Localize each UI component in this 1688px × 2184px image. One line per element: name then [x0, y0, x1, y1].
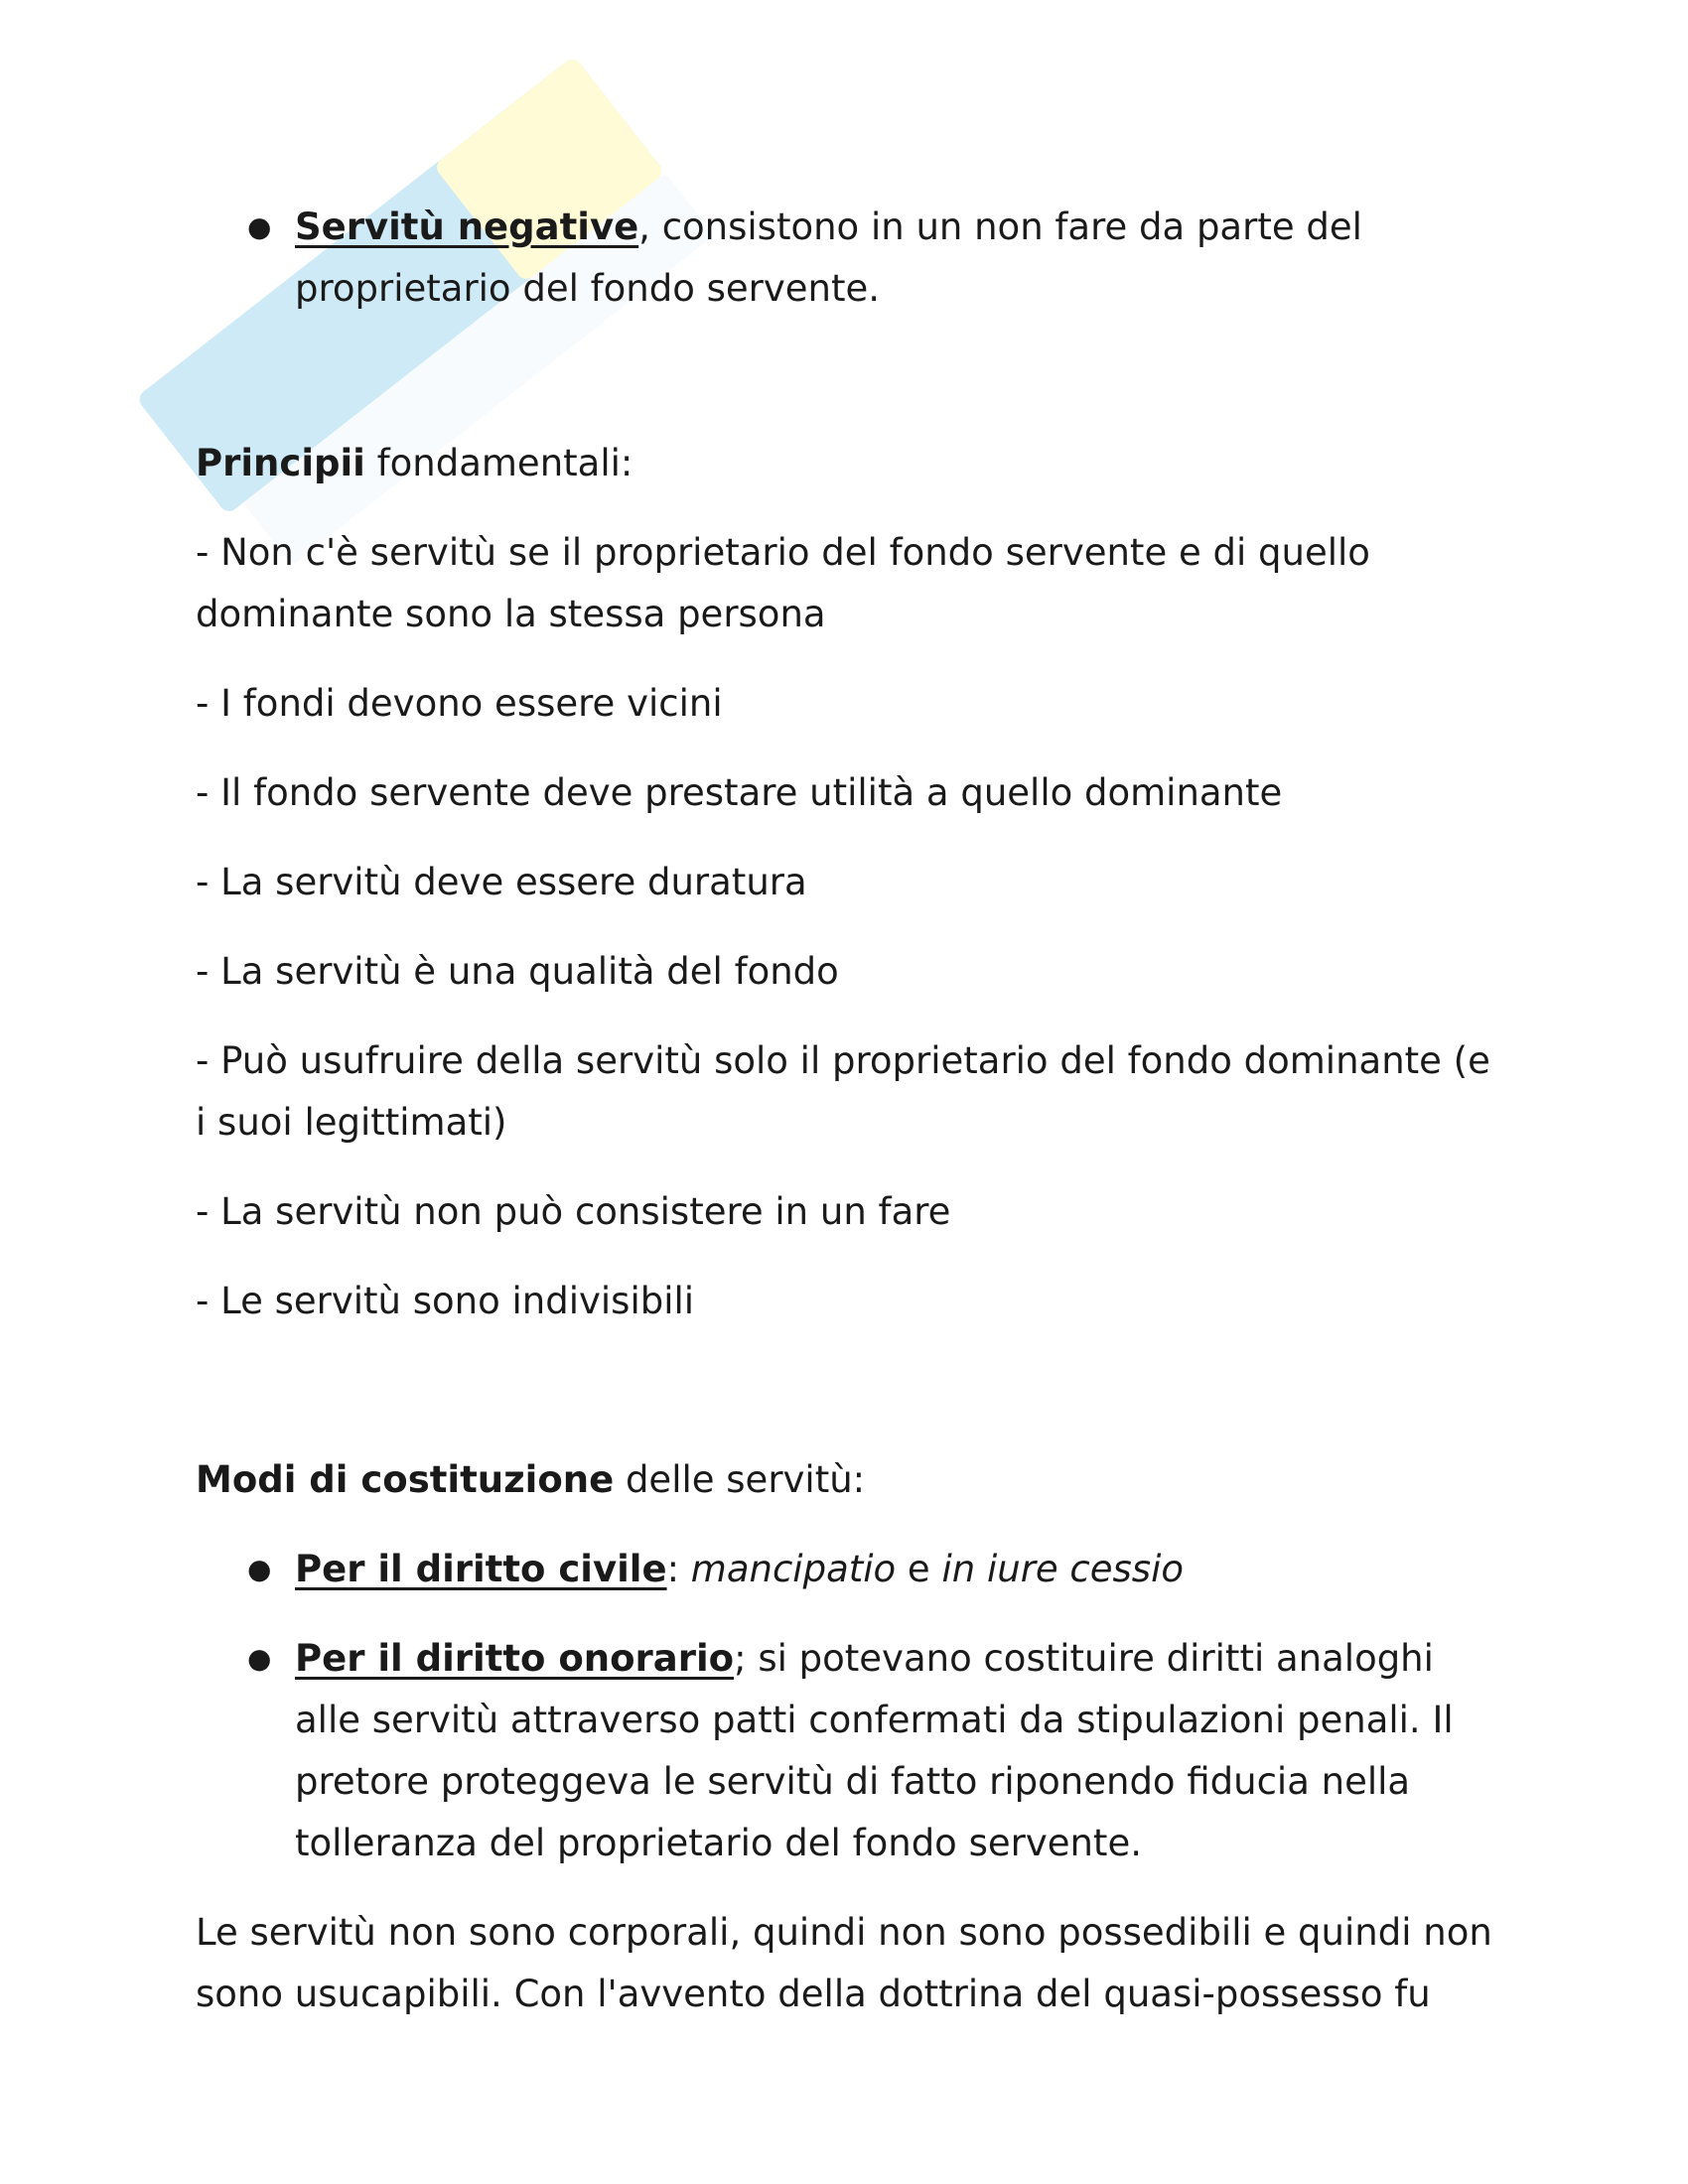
list-item-servitu-negative	[196, 197, 1506, 320]
diritto-onorario-description: ; si potevano costituire diritti analoghi alle servitù attraverso patti confermati da stipulazioni penali. Il pretore proteggeva le servitù di fatto riponendo fiducia nella tolleranza del proprietario del fondo servente.	[295, 1637, 1454, 1864]
servitu-negative-description: , consistono in un non fare da parte del proprietario del fondo servente.	[295, 205, 1362, 310]
principle-item: - Le servitù sono indivisibili	[196, 1280, 695, 1322]
principle-item: - Può usufruire della servitù solo il proprietario del fondo dominante (e i suoi legittimati)	[196, 1039, 1490, 1144]
term-diritto-onorario: Per il diritto onorario	[295, 1637, 735, 1680]
principles-heading-bold: Principii	[196, 442, 365, 484]
principle-item: - La servitù è una qualità del fondo	[196, 950, 839, 993]
principle-item: - I fondi devono essere vicini	[196, 682, 723, 725]
constitution-heading	[196, 1449, 1506, 1511]
term-servitu-negative: Servitù negative	[295, 205, 639, 248]
document-body	[196, 197, 1506, 2025]
constitution-heading-bold: Modi di costituzione	[196, 1458, 615, 1501]
term-mancipatio: mancipatio	[690, 1548, 897, 1590]
civil-conjunction: e	[896, 1548, 942, 1590]
bullet-icon: ●	[247, 1553, 272, 1585]
bullet-icon: ●	[247, 210, 272, 243]
term-diritto-civile: Per il diritto civile	[295, 1548, 667, 1590]
principle-item: - La servitù deve essere duratura	[196, 861, 807, 903]
principle-item: - La servitù non può consistere in un fare	[196, 1190, 951, 1233]
principle-item: - Il fondo servente deve prestare utilità a quello dominante	[196, 771, 1283, 814]
list-item-diritto-civile	[196, 1539, 1506, 1600]
closing-paragraph: Le servitù non sono corporali, quindi non sono possedibili e quindi non sono usucapibili. Con l'avvento della dottrina del quasi-possesso fu	[196, 1911, 1492, 2015]
list-item-diritto-onorario	[196, 1628, 1506, 1874]
bullet-icon: ●	[247, 1642, 272, 1675]
principles-heading-rest: fondamentali:	[364, 442, 633, 484]
principles-list	[196, 522, 1506, 1332]
term-in-iure-cessio: in iure cessio	[941, 1548, 1185, 1590]
principle-item: - Non c'è servitù se il proprietario del fondo servente e di quello dominante sono la stessa persona	[196, 531, 1370, 635]
civil-separator: :	[666, 1548, 691, 1590]
principles-heading	[196, 433, 1506, 494]
constitution-heading-rest: delle servitù:	[614, 1458, 866, 1501]
